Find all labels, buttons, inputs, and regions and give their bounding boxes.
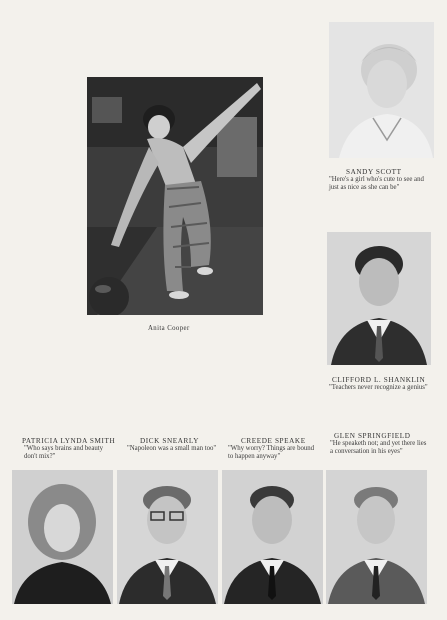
name-dick-snearly: DICK SNEARLY — [140, 437, 199, 445]
name-glen-springfield: GLEN SPRINGFIELD — [334, 432, 411, 440]
feature-photo-bowler — [87, 77, 263, 315]
portrait-sandy-scott — [329, 22, 434, 158]
quote-creede-speake: "Why worry? Things are bound to happen anyway" — [228, 445, 315, 461]
portrait-patricia-smith — [12, 470, 113, 604]
portrait-creede-speake — [222, 470, 323, 604]
portrait-clifford-shanklin — [327, 232, 431, 365]
quote-dick-snearly: "Napoleon was a small man too" — [127, 445, 217, 452]
quote-patricia-smith: "Who says brains and beauty don't mix?" — [24, 445, 104, 461]
name-sandy-scott: SANDY SCOTT — [346, 168, 402, 176]
name-patricia-smith: PATRICIA LYNDA SMITH — [22, 437, 116, 445]
portrait-dick-snearly — [117, 470, 218, 604]
name-creede-speake: CREEDE SPEAKE — [241, 437, 306, 445]
name-clifford-shanklin: CLIFFORD L. SHANKLIN — [332, 376, 426, 384]
quote-sandy-scott: "Here's a girl who's cute to see and just as nice as she can be" — [329, 176, 424, 192]
quote-clifford-shanklin: "Teachers never recognize a genius" — [329, 384, 428, 391]
quote-glen-springfield: "He speaketh not; and yet there lies a conversation in his eyes" — [330, 440, 427, 456]
portrait-glen-springfield — [326, 470, 427, 604]
feature-caption: Anita Cooper — [148, 325, 190, 332]
